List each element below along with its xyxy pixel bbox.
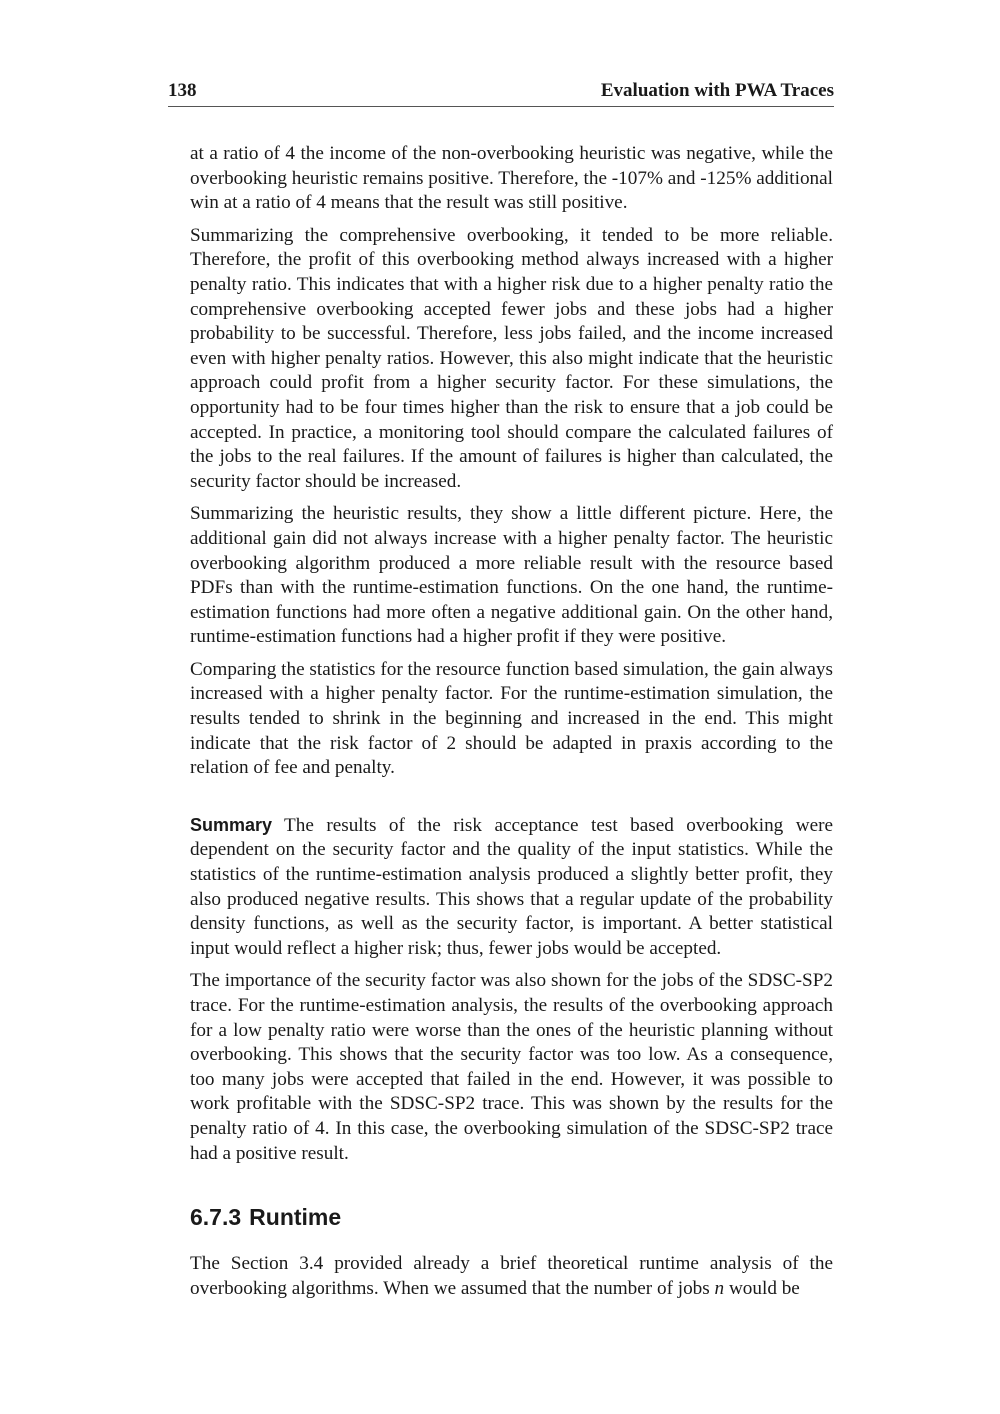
- paragraph-3: Summarizing the heuristic results, they show a little different picture. Here, the additional gain did not always increase with a higher penalty factor. The heuristic overbooking algorithm produced a more reliable result with the resource based PDFs than with the runtime-estimation functions. On the one hand, the runtime-estimation functions had more often a negative additional gain. On the other hand, runtime-estimation functions had a higher profit if they were positive.: [190, 503, 833, 648]
- section-title: Runtime: [249, 1204, 342, 1231]
- section-text-b: would be: [724, 1277, 800, 1299]
- summary-paragraph-2: The importance of the security factor was also shown for the jobs of the SDSC-SP2 trace. For the runtime-estimation analysis, the results of the overbooking approach for a low penalty ratio were worse than the ones of the heuristic planning without overbooking. This shows that the security factor was too low. As a consequence, too many jobs were accepted that failed in the end. However, it was possible to work profitable with the SDSC-SP2 trace. This was shown by the results for the penalty ratio of 4. In this case, the overbooking simulation of the SDSC-SP2 trace had a positive result.: [190, 970, 833, 1164]
- math-variable-n: n: [714, 1277, 725, 1299]
- running-title: Evaluation with PWA Traces: [600, 80, 834, 101]
- paragraph-4: Comparing the statistics for the resource function based simulation, the gain always increased with a higher penalty factor. For the runtime-estimation simulation, the results tended to shrink in the beginning and increased in the end. This might indicate that the risk factor of 2 should be adapted in praxis according to the relation of fee and penalty.: [190, 658, 833, 779]
- body-text: [190, 142, 833, 1309]
- paragraph-2: Summarizing the comprehensive overbooking, it tended to be more reliable. Therefore, the profit of this overbooking method always increased with a higher penalty ratio. This indicates that with a higher risk due to a higher penalty ratio the comprehensive overbooking accepted fewer jobs and these jobs had a higher probability to be successful. Therefore, less jobs failed, and the income increased even with higher penalty ratios. However, this also might indicate that the heuristic approach could profit from a higher security factor. For these simulations, the opportunity had to be four times higher than the risk to ensure that a job could be accepted. In practice, a monitoring tool should compare the calculated failures of the jobs to the real failures. If the amount of failures is higher than calculated, the security factor should be increased.: [190, 224, 833, 492]
- summary-label: Summary: [190, 814, 273, 835]
- section-number: 6.7.3: [190, 1204, 242, 1231]
- section-paragraph: [190, 1252, 833, 1301]
- page-number: 138: [168, 80, 197, 101]
- page-header: [168, 80, 834, 107]
- paragraph-1: at a ratio of 4 the income of the non-overbooking heuristic was negative, while the overbooking heuristic remains positive. Therefore, the -107% and -125% additional win at a ratio of 4 means that the result was still positive.: [190, 143, 833, 214]
- section-heading: [190, 1202, 833, 1232]
- section-text-a: The Section 3.4 provided already a brief theoretical runtime analysis of the overbooking algorithms. When we assumed that the number of jobs: [190, 1253, 833, 1299]
- summary-text: The results of the risk acceptance test based overbooking were dependent on the security factor and the quality of the input statistics. While the statistics of the runtime-estimation analysis produced a slightly better profit, they also produced negative results. This shows that a regular update of the probability density functions, as well as the security factor, is important. A better statistical input would reflect a higher risk; thus, fewer jobs would be accepted.: [190, 814, 833, 959]
- summary-paragraph: [190, 813, 833, 962]
